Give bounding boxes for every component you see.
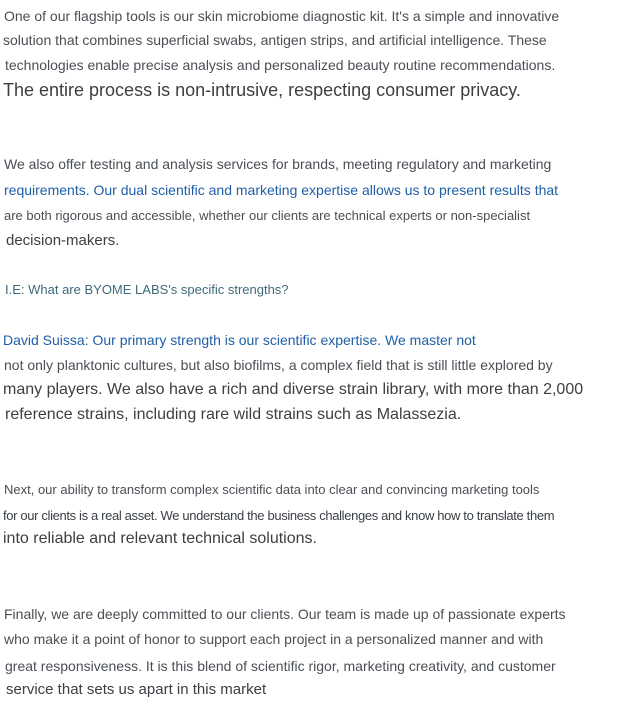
p1-line-4: The entire process is non-intrusive, respecting consumer privacy.: [3, 80, 521, 100]
p4-line-2: for our clients is a real asset. We understand the business challenges and know how to translate them: [3, 508, 555, 523]
interview-question: I.E: What are BYOME LABS's specific strengths?: [5, 282, 289, 297]
p4-line-3: into reliable and relevant technical solutions.: [3, 530, 317, 547]
p3-line-4: reference strains, including rare wild strains such as Malassezia.: [5, 406, 462, 423]
p2-line-3: are both rigorous and accessible, whether our clients are technical experts or non-specialist: [4, 208, 531, 223]
p3-line-2: not only planktonic cultures, but also biofilms, a complex field that is still little explored by: [4, 357, 553, 373]
p5-line-3: great responsiveness. It is this blend of scientific rigor, marketing creativity, and customer: [5, 658, 556, 674]
p2-line-4: decision-makers.: [6, 232, 120, 249]
p1-line-1: One of our flagship tools is our skin microbiome diagnostic kit. It's a simple and innovative: [4, 8, 560, 24]
p1-line-3: technologies enable precise analysis and personalized beauty routine recommendations.: [5, 57, 556, 73]
p4-line-1: Next, our ability to transform complex scientific data into clear and convincing marketing tools: [4, 482, 540, 497]
p3-line-3: many players. We also have a rich and diverse strain library, with more than 2,000: [3, 381, 584, 398]
p3-line-1: David Suissa: Our primary strength is our scientific expertise. We master not: [3, 332, 476, 348]
p5-line-4: service that sets us apart in this market: [6, 681, 267, 698]
p2-line-1: We also offer testing and analysis services for brands, meeting regulatory and marketing: [4, 156, 552, 172]
p2-line-2: requirements. Our dual scientific and marketing expertise allows us to present results that: [4, 182, 559, 198]
p1-line-2: solution that combines superficial swabs, antigen strips, and artificial intelligence. These: [3, 32, 547, 48]
p5-line-1: Finally, we are deeply committed to our clients. Our team is made up of passionate experts: [4, 606, 566, 622]
p5-line-2: who make it a point of honor to support each project in a personalized manner and with: [4, 631, 544, 647]
